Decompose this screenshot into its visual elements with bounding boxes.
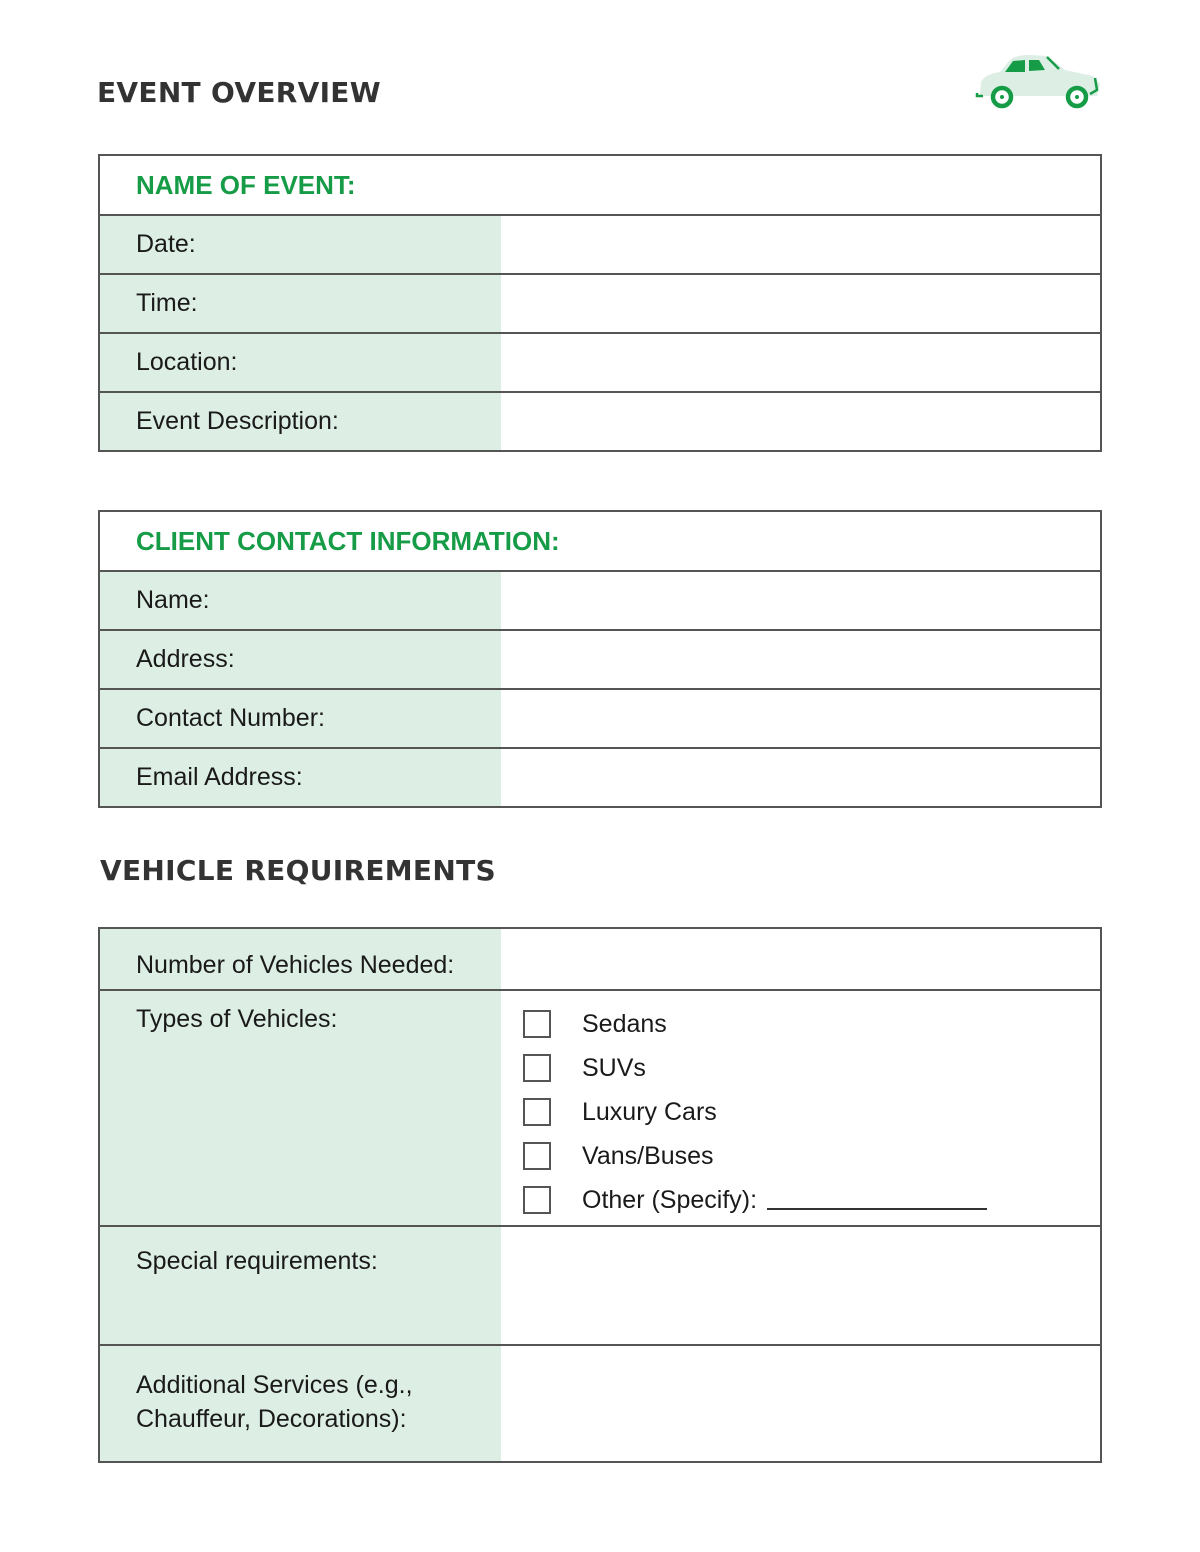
client-title: CLIENT CONTACT INFORMATION: [136, 525, 560, 556]
checkbox-suvs[interactable]: SUVs [523, 1046, 1100, 1090]
types-label: Types of Vehicles: [100, 991, 501, 1225]
address-label: Address: [100, 631, 501, 688]
time-label: Time: [100, 275, 501, 332]
car-icon [975, 52, 1105, 112]
checkbox-vans[interactable]: Vans/Buses [523, 1134, 1100, 1178]
location-field[interactable] [501, 334, 1100, 391]
checkbox-box[interactable] [523, 1186, 551, 1214]
checkbox-luxury[interactable]: Luxury Cars [523, 1090, 1100, 1134]
checkbox-box[interactable] [523, 1054, 551, 1082]
contact-field[interactable] [501, 690, 1100, 747]
time-field[interactable] [501, 275, 1100, 332]
event-name-title: NAME OF EVENT: [136, 169, 356, 200]
checkbox-box[interactable] [523, 1098, 551, 1126]
other-specify-field[interactable] [767, 1190, 987, 1210]
checkbox-sedans[interactable]: Sedans [523, 1002, 1100, 1046]
location-label: Location: [100, 334, 501, 391]
email-field[interactable] [501, 749, 1100, 806]
special-label: Special requirements: [100, 1227, 501, 1344]
event-overview-heading: EVENT OVERVIEW [97, 76, 381, 109]
address-field[interactable] [501, 631, 1100, 688]
description-field[interactable] [501, 393, 1100, 450]
client-table [98, 510, 1102, 808]
checkbox-box[interactable] [523, 1010, 551, 1038]
number-field[interactable] [501, 929, 1100, 989]
email-label: Email Address: [100, 749, 501, 806]
number-label: Number of Vehicles Needed: [100, 929, 501, 989]
vehicle-heading: VEHICLE REQUIREMENTS [100, 854, 496, 887]
contact-label: Contact Number: [100, 690, 501, 747]
checkbox-other[interactable]: Other (Specify): [523, 1178, 1100, 1222]
vehicle-table [98, 927, 1102, 1463]
name-label: Name: [100, 572, 501, 629]
description-label: Event Description: [100, 393, 501, 450]
date-field[interactable] [501, 216, 1100, 273]
event-table [98, 154, 1102, 452]
checkbox-box[interactable] [523, 1142, 551, 1170]
name-field[interactable] [501, 572, 1100, 629]
date-label: Date: [100, 216, 501, 273]
additional-label: Additional Services (e.g., Chauffeur, Decorations): [100, 1346, 501, 1461]
